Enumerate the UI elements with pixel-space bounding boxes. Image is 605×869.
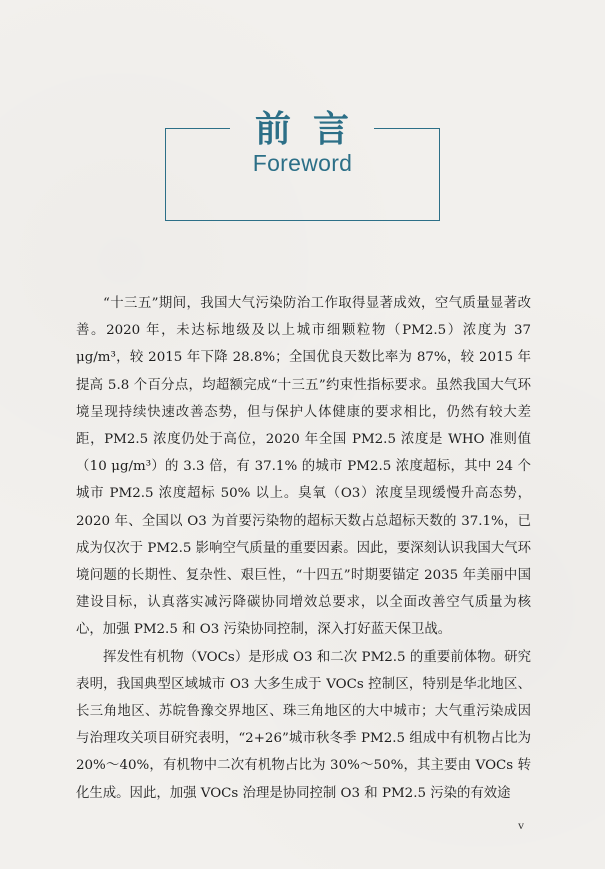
page-title-english: Foreword — [252, 150, 353, 176]
page-number: v — [518, 818, 524, 832]
paragraph-2: 挥发性有机物（VOCs）是形成 O3 和二次 PM2.5 的重要前体物。研究表明，我国典型区域城市 O3 大多生成于 VOCs 控制区，特别是华北地区、长三角地区、苏皖鲁豫交界地区、珠三角地区的大中城市；大气重污染成因与治理攻关项目研究表明，“2+26”城市秋冬季 PM2.5 组成中有机物占比为 20%～40%，有机物中二次有机物占比为 30%～50%，其主要由 VOCs 转化生成。因此，加强 VOCs 治理是协同控制 O3 和 PM2.5 污染的有效途 — [76, 649, 531, 801]
foreword-body — [76, 290, 531, 807]
title-frame-top-left — [165, 128, 230, 129]
page-title-chinese: 前言 — [254, 109, 371, 150]
title-frame-top-right — [374, 128, 440, 129]
paragraph-1: “十三五”期间，我国大气污染防治工作取得显著成效，空气质量显著改善。2020 年，未达标地级及以上城市细颗粒物（PM2.5）浓度为 37 μg/m³，较 2015 年下降 28.8%；全国优良天数比率为 87%，较 2015 年提高 5.8 个百分点，均超额完成“十三五”约束性指标要求。虽然我国大气环境呈现持续快速改善态势，但与保护人体健康的要求相比，仍然有较大差距，PM2.5 浓度仍处于高位，2020 年全国 PM2.5 浓度是 WHO 准则值（10 μg/m³）的 3.3 倍，有 37.1% 的城市 PM2.5 浓度超标，其中 24 个城市 PM2.5 浓度超标 50% 以上。臭氧（O3）浓度呈现缓慢升高态势，2020 年、全国以 O3 为首要污染物的超标天数占总超标天数的 37.1%，已成为仅次于 PM2.5 影响空气质量的重要因素。因此，要深刻认识我国大气环境问题的长期性、复杂性、艰巨性，“十四五”时期要锚定 2035 年美丽中国建设目标，认真落实减污降碳协同增效总要求，以全面改善空气质量为核心，加强 PM2.5 和 O3 污染协同控制，深入打好蓝天保卫战。 — [76, 296, 531, 638]
